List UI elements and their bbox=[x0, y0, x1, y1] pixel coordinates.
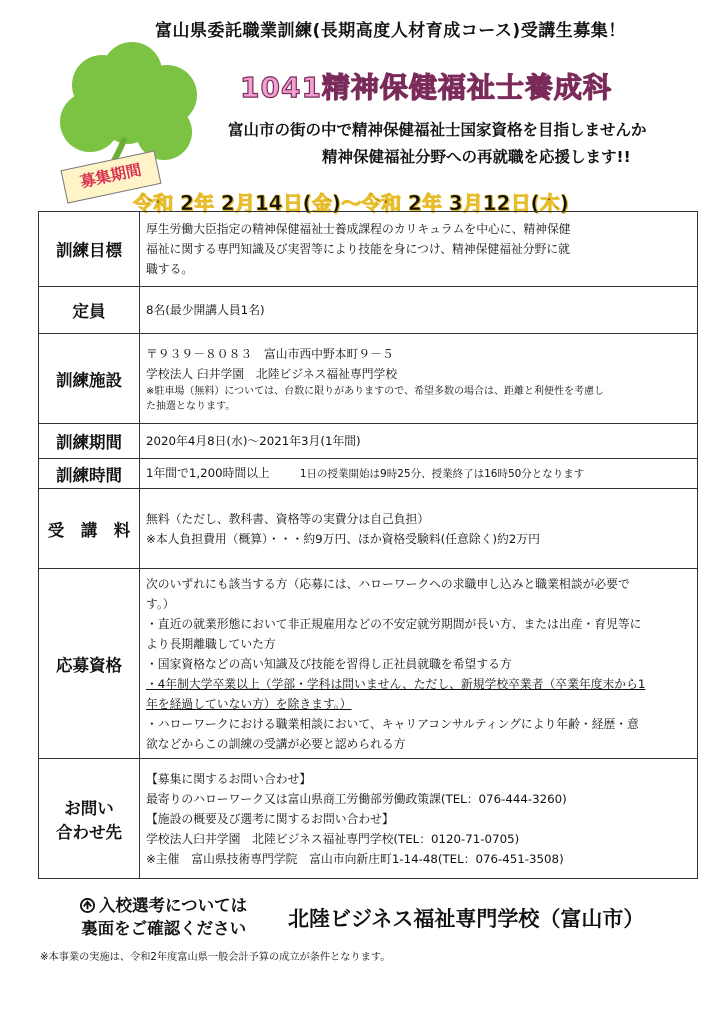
table-row-capacity bbox=[39, 287, 698, 334]
duration-content bbox=[140, 424, 698, 459]
hours-label: 訓練時間 bbox=[39, 459, 140, 489]
fee-content bbox=[140, 489, 698, 569]
eligibility-content bbox=[140, 569, 698, 759]
goal-line: 厚生労働大臣指定の精神保健福祉士養成課程のカリキュラムを中心に、精神保健 bbox=[146, 222, 571, 236]
lead-line-1: 富山市の街の中で精神保健福祉士国家資格を目指しませんか bbox=[228, 121, 647, 139]
fee-line: 無料（ただし、教科書、資格等の実費分は自己負担） bbox=[146, 511, 430, 526]
parking-note: た抽選となります。 bbox=[146, 400, 236, 412]
eligibility-line: す。） bbox=[146, 596, 175, 611]
recruitment-period-badge: 募集期間 bbox=[61, 150, 162, 203]
table-row-eligibility bbox=[39, 569, 698, 759]
eligibility-line: 欲などからこの訓練の受講が必要と認められる方 bbox=[146, 736, 406, 751]
contact-line: 【募集に関するお問い合わせ】 bbox=[146, 771, 312, 786]
eligibility-line: より長期離職していた方 bbox=[146, 636, 276, 651]
selection-notice bbox=[80, 894, 247, 940]
hours-main: 1年間で1,200時間以上 bbox=[146, 466, 270, 480]
hours-content bbox=[140, 459, 698, 489]
facility-content bbox=[140, 334, 698, 424]
budget-footnote: ※本事業の実施は、令和2年度富山県一般会計予算の成立が条件となります。 bbox=[40, 952, 391, 963]
eligibility-line: ・ハローワークにおける職業相談において、キャリアコンサルティングにより年齢・経歴・意 bbox=[146, 716, 639, 731]
contact-content bbox=[140, 759, 698, 879]
school-name: 北陸ビジネス福祉専門学校（富山市） bbox=[288, 907, 645, 931]
selection-line-2: 裏面をご確認ください bbox=[81, 919, 247, 938]
facility-label: 訓練施設 bbox=[39, 334, 140, 424]
table-row-fee bbox=[39, 489, 698, 569]
contact-line: 【施設の概要及び選考に関するお問い合わせ】 bbox=[146, 811, 394, 826]
table-row-hours bbox=[39, 459, 698, 489]
goal-line: 職する。 bbox=[146, 262, 194, 276]
contact-label-line: お問い bbox=[64, 798, 114, 818]
eligibility-line: ・国家資格などの高い知識及び技能を習得し正社員就職を希望する方 bbox=[146, 656, 512, 671]
capacity-text: 8名(最少開講人員1名) bbox=[146, 303, 265, 317]
recruitment-period-dates: 令和 2年 2月14日(金)～令和 2年 3月12日(木) bbox=[133, 191, 569, 215]
table-row-contact bbox=[39, 759, 698, 879]
recruitment-heading: 富山県委託職業訓練(長期高度人材育成コース)受講生募集！ bbox=[155, 21, 626, 41]
eligibility-line: ・4年制大学卒業以上（学部・学科は問いません、ただし、新規学校卒業者（卒業年度末から1 bbox=[146, 676, 646, 691]
course-title: 1041精神保健福祉士養成科 bbox=[240, 71, 612, 104]
capacity-label: 定員 bbox=[39, 287, 140, 334]
contact-line: ※主催 富山県技術専門学院 富山市向新庄町1-14-48(TEL：076-451-3508) bbox=[146, 851, 564, 866]
selection-line-1: 入校選考については bbox=[99, 896, 248, 915]
contact-line: 最寄りのハローワーク又は富山県商工労働部労働政策課(TEL：076-444-3260) bbox=[146, 791, 567, 806]
goal-line: 福祉に関する専門知識及び実習等により技能を身につけ、精神保健福祉分野に就 bbox=[146, 242, 570, 256]
duration-label: 訓練期間 bbox=[39, 424, 140, 459]
facility-address: 〒９３９－８０８３ 富山市西中野本町９－５ bbox=[146, 346, 394, 361]
contact-line: 学校法人臼井学園 北陸ビジネス福祉専門学校(TEL：0120-71-0705) bbox=[146, 831, 520, 846]
contact-label-line: 合わせ先 bbox=[56, 822, 122, 842]
facility-school: 学校法人 臼井学園 北陸ビジネス福祉専門学校 bbox=[146, 366, 398, 381]
table-row-goal bbox=[39, 212, 698, 287]
goal-label: 訓練目標 bbox=[39, 212, 140, 287]
capacity-content bbox=[140, 287, 698, 334]
table-row-facility bbox=[39, 334, 698, 424]
lead-line-2: 精神保健福祉分野への再就職を応援します!! bbox=[322, 148, 631, 166]
hours-sub: 1日の授業開始は9時25分、授業終了は16時50分となります bbox=[299, 468, 585, 480]
contact-label bbox=[39, 759, 140, 879]
fee-line: ※本人負担費用（概算）・・・約9万円、ほか資格受験料(任意除く)約2万円 bbox=[146, 531, 540, 546]
duration-text: 2020年4月8日(水)～2021年3月(1年間) bbox=[146, 434, 361, 448]
goal-content bbox=[140, 212, 698, 287]
fee-label: 受 講 料 bbox=[39, 489, 140, 569]
eligibility-line: 年を経過していない方）を除きます。） bbox=[146, 696, 352, 711]
eligibility-line: 次のいずれにも該当する方（応募には、ハローワークへの求職申し込みと職業相談が必要で bbox=[146, 576, 630, 591]
eligibility-line: ・直近の就業形態において非正規雇用などの不安定就労期間が長い方、または出産・育児等に bbox=[146, 616, 642, 631]
circular-arrow-icon bbox=[80, 898, 95, 913]
parking-note: ※駐車場（無料）については、台数に限りがありますので、希望多数の場合は、距離と利便性を考慮し bbox=[146, 385, 604, 397]
course-info-table bbox=[38, 211, 698, 879]
eligibility-label: 応募資格 bbox=[39, 569, 140, 759]
table-row-duration bbox=[39, 424, 698, 459]
